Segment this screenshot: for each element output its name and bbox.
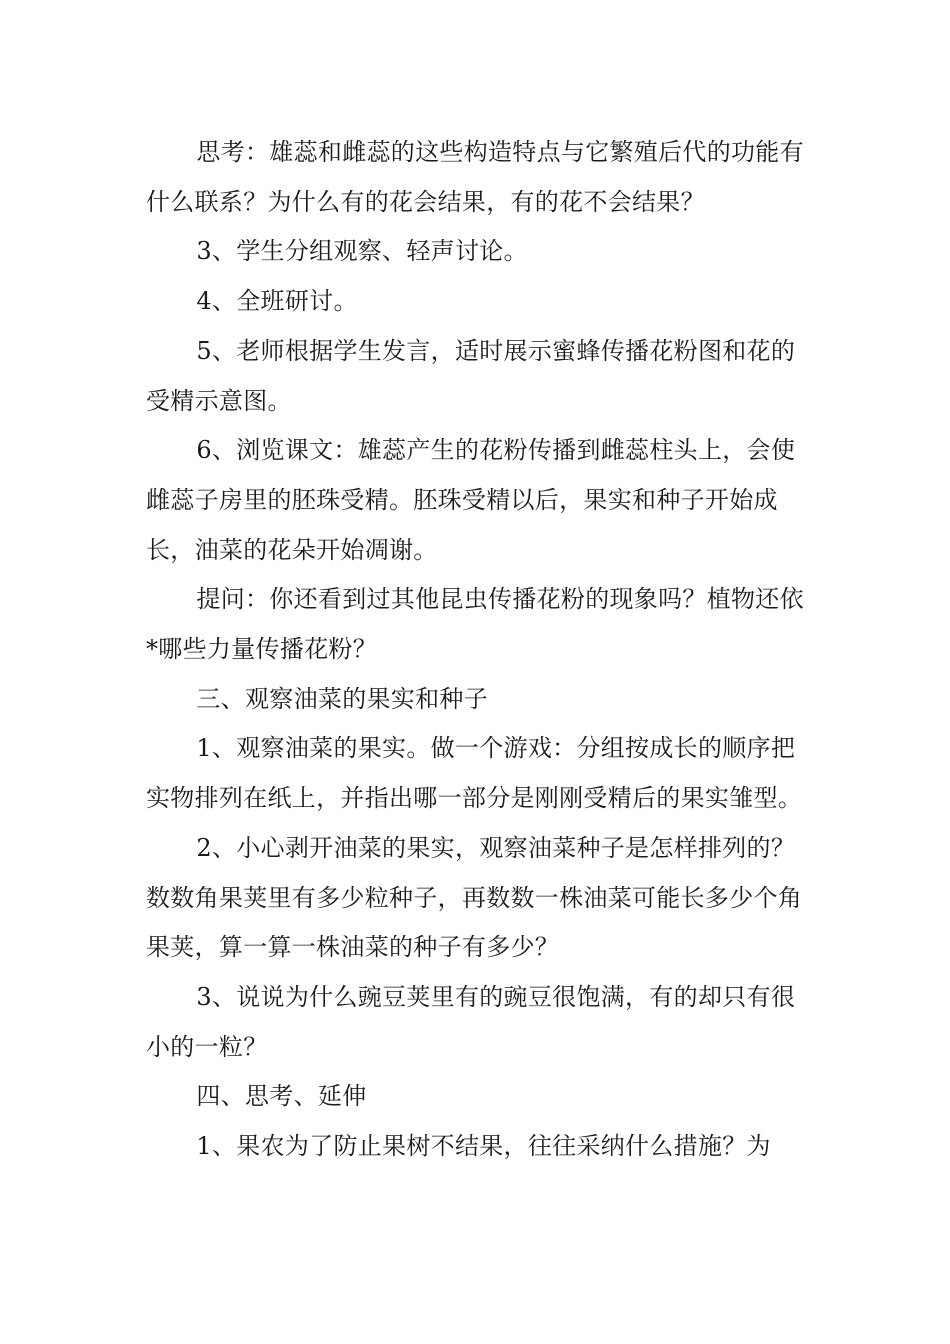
paragraph-orchard: 1、果农为了防止果树不结果，往往采纳什么措施？为	[196, 1132, 771, 1161]
section-heading-4: 四、思考、延伸	[196, 1082, 367, 1111]
document-body	[146, 128, 816, 1172]
paragraph-observe-fruit: 1、观察油菜的果实。做一个游戏：分组按成长的顺序把实物排列在纸上，并指出哪一部分是刚刚受精后的果实雏型。	[146, 734, 803, 813]
paragraph-step-4: 4、全班研讨。	[196, 287, 358, 316]
paragraph-peel-fruit: 2、小心剥开油菜的果实，观察油菜种子是怎样排列的？数数角果荚里有多少粒种子，再数数一株油菜可能长多少个角果荚，算一算一株油菜的种子有多少？	[146, 833, 803, 962]
paragraph-question: 提问：你还看到过其他昆虫传播花粉的现象吗？植物还依*哪些力量传播花粉？	[146, 585, 804, 664]
paragraph-step-5: 5、老师根据学生发言，适时展示蜜蜂传播花粉图和花的受精示意图。	[146, 336, 796, 415]
section-heading-3: 三、观察油菜的果实和种子	[196, 684, 488, 713]
paragraph-step-3: 3、学生分组观察、轻声讨论。	[196, 237, 528, 266]
paragraph-step-6: 6、浏览课文：雄蕊产生的花粉传播到雌蕊柱头上，会使雌蕊子房里的胚珠受精。胚珠受精以后，果实和种子开始成长，油菜的花朵开始凋谢。	[146, 436, 796, 564]
paragraph-thinking: 思考：雄蕊和雌蕊的这些构造特点与它繁殖后代的功能有什么联系？为什么有的花会结果，有的花不会结果？	[146, 138, 804, 216]
paragraph-pea-pod: 3、说说为什么豌豆荚里有的豌豆很饱满，有的却只有很小的一粒？	[146, 982, 796, 1061]
